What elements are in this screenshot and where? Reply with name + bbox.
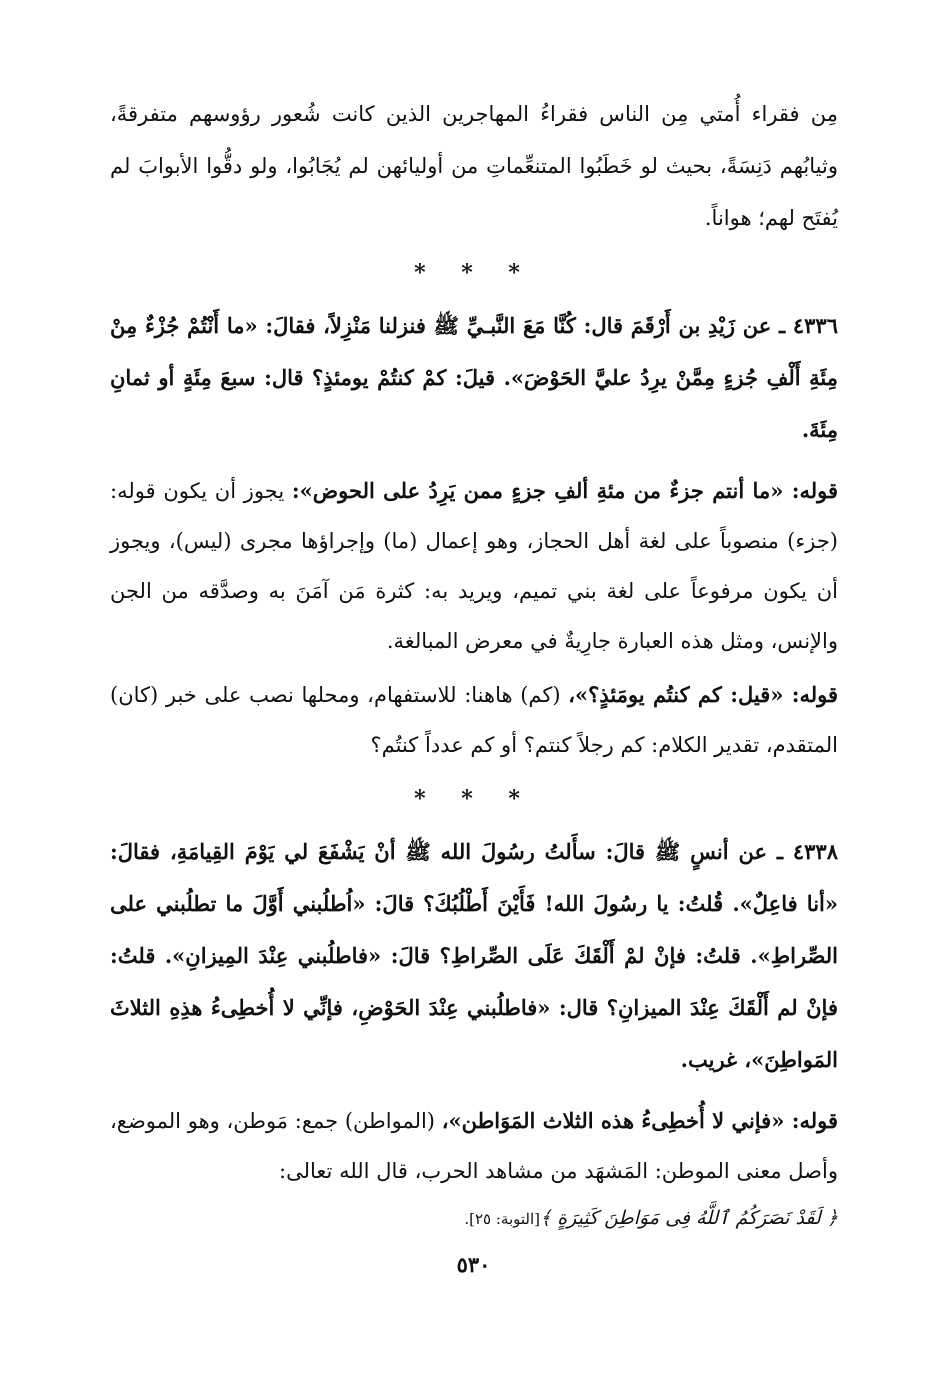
commentary-4336-b <box>110 670 838 770</box>
page-body <box>110 88 838 1241</box>
quran-reference: [التوبة: ٢٥]. <box>464 1210 541 1228</box>
commentary-lead: قوله: «قيل: كم كنتُم يومَئذٍ؟»، <box>568 682 838 707</box>
quran-verse: ﴿ لَقَدْ نَصَرَكُمُ ٱللَّهُ فِى مَوَاطِنَ كَثِيرَةٍ ﴾ <box>540 1207 838 1229</box>
quran-quote <box>110 1196 838 1241</box>
section-separator: * * * <box>414 260 534 286</box>
hadith-4338: ٤٣٣٨ ـ عن أنسٍ ﷺ قالَ: سأَلتُ رسُولَ الله ﷺ أنْ يَشْفَعَ لي يَوْمَ القِيامَةِ، فقالَ: «أنا فاعِلٌ». قُلتُ: يا رسُولَ الله! فَأَيْنَ أَطْلُبُكَ؟ قالَ: «اُطلُبني أَوَّلَ ما تطلُبني على الصِّراطِ». قلتُ: فإنْ لمْ أَلْقَكَ عَلَى الصِّراطِ؟ قالَ: «فاطلُبني عِنْدَ المِيزانِ». قلتُ: فإنْ لم أَلْقَكَ عِنْدَ الميزانِ؟ قال: «فاطلُبني عِنْدَ الحَوْضِ، فإنِّي لا أُخطِىءُ هذِهِ الثلاثَ المَواطِنَ»، غريب. <box>110 839 838 1072</box>
commentary-text: (المواطن) جمع: مَوطن، وهو الموضع، وأصل معنى الموطن: المَشهَد من مشاهد الحرب، قال الله تعالى: <box>110 1109 838 1183</box>
section-separator: * * * <box>414 786 534 812</box>
commentary-4336-a <box>110 466 838 666</box>
hadith-4336: ٤٣٣٦ ـ عن زَيْدِ بن أَرْقَمَ قال: كُنَّا مَعَ النَّبـيِّ ﷺ فنزلنا مَنْزِلاً، فقالَ: «ما أَنْتُمْ جُزْءٌ مِنْ مِئَةِ أَلْفِ جُزءٍ مِمَّنْ يرِدُ عليَّ الحَوْضَ». قيلَ: كمْ كنتُمْ يومئذٍ؟ قال: سبعَ مِئَةٍ أو ثمانِ مِئَةَ. <box>110 313 838 442</box>
page-number: ٥٣٠ <box>456 1252 491 1277</box>
commentary-lead: قوله: «ما أنتم جزءٌ من مئةِ ألفِ جزءٍ ممن يَرِدُ على الحوض»: <box>291 478 838 503</box>
commentary-text: يجوز أن يكون قوله: (جزء) منصوباً على لغة أهل الحجاز، وهو إعمال (ما) وإجراؤها مجرى (ليس)، ويجوز أن يكون مرفوعاً على لغة بني تميم، ويريد به: كثرة مَن آمَنَ به وصدَّقه من الجن والإنس، ومثل هذه العبارة جارِيةٌ في معرض المبالغة. <box>110 479 838 653</box>
paragraph-continuation: مِن فقراء أُمتي مِن الناس فقراءُ المهاجرين الذين كانت شُعور رؤوسهم متفرقةً، وثيابُهم دَنِسَةً، بحيث لو خَطَبُوا المتنعِّماتِ من أوليائهن لم يُجَابُوا، ولو دقُّوا الأبوابَ لم يُفتَح لهم؛ هواناً. <box>110 102 838 230</box>
commentary-text: (كم) هاهنا: للاستفهام، ومحلها نصب على خبر (كان) المتقدم، تقدير الكلام: كم رجلاً كنتم؟ أو كم عدداً كنتُم؟ <box>110 683 838 757</box>
commentary-4338 <box>110 1096 838 1196</box>
commentary-lead: قوله: «فإني لا أُخطِىءُ هذه الثلاث المَوَاطن»، <box>441 1108 838 1133</box>
